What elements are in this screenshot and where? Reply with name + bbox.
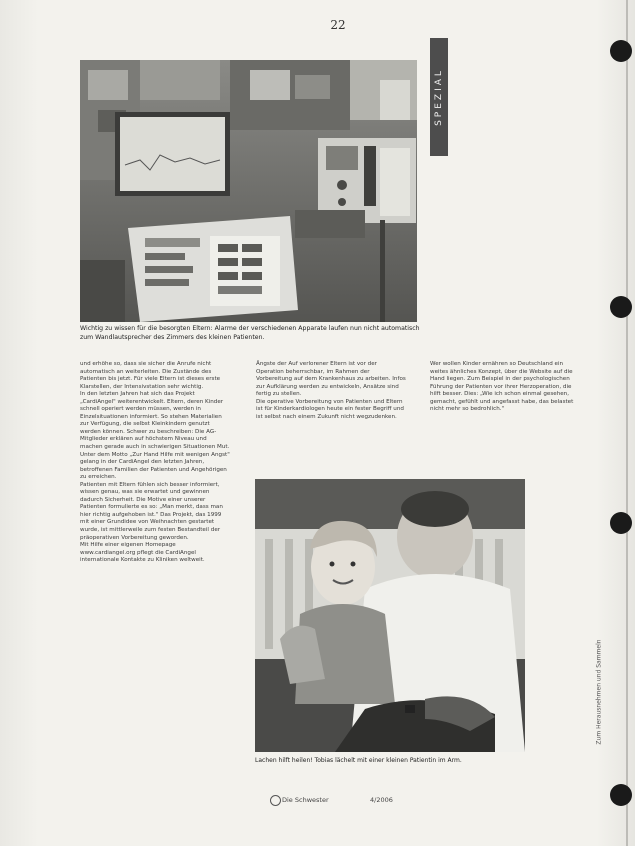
- icu-equipment-photo: [80, 60, 417, 322]
- magazine-name: Die Schwester: [282, 796, 329, 804]
- paragraph: Patienten mit Eltern fühlen sich besser informiert, wissen genau, was sie erwartet und gewinnen dadurch Sicherheit. Die Motive einer unserer Patienten formulierte es so: „Man merkt, dass man hier richtig aufgehoben ist." Das Projekt, das 1999 mit einer Grundidee von Weihnachten gestartet wurde, ist mittlerweile zum festen Bestandteil der präoperativen Vorbereitung geworden.: [80, 481, 223, 541]
- article-column-2: [256, 361, 406, 421]
- paragraph: Unter dem Motto „Zur Hand Hilfe mit wenigen Angst" gelang in der CardiAngel den letzten Jahren, betroffenen Familien der Patienten und Angehörigen zu erreichen.: [80, 451, 230, 481]
- side-note: [587, 612, 611, 772]
- page-edge: [626, 0, 628, 846]
- binder-hole: [610, 296, 632, 318]
- top-photo-caption: Wichtig zu wissen für die besorgten Eltern: Alarme der verschiedenen Apparate laufen nun nicht automatisch zum Wandlautsprecher des Zimmers des kleinen Patienten.: [80, 325, 420, 341]
- section-tab-label: SPEZIAL: [434, 68, 444, 126]
- article-column-3: [430, 361, 578, 414]
- paragraph: Die operative Vorbereitung von Patienten und Eltern ist für Kinderkardiologen heute ein fester Begriff und ist selbst nach einem Zukunft nicht wegzudenken.: [256, 398, 404, 420]
- page-footer: [270, 795, 420, 807]
- bottom-photo-caption: Lachen hilft heilen! Tobias lächelt mit einer kleinen Patientin im Arm.: [255, 757, 462, 764]
- paragraph: In den letzten Jahren hat sich das Projekt „CardiAngel" weiterentwickelt. Eltern, deren Kinder schnell operiert werden müssen, werden in Einzelsituationen informiert. So stehen Materialien zur Verfügung, die selbst Kleinkindern genutzt werden können. Schwer zu beschreiben: Die AG-Mitglieder erklären auf höchstem Niveau und machen gerade auch in schwierigen Situationen Mut.: [80, 391, 230, 451]
- man-with-child-photo: [255, 479, 525, 752]
- page-number: 22: [330, 18, 346, 32]
- paragraph: Mit Hilfe einer eigenen Homepage www.cardiangel.org pflegt die CardiAngel internationale Kontakte zu Kliniken weltweit.: [80, 542, 205, 564]
- section-tab: [430, 38, 448, 156]
- paragraph: Wer wollen Kinder ernähren so Deutschland ein weites ähnliches Konzept, über die Website auf die Hand liegen. Zum Beispiel in der psychologischen Führung der Patienten vor ihrer Herzoperation, die hilft besser. Dies: „Wie ich schon einmal gesehen, gemacht, gefühlt und angefasst habe, das belastet nicht mehr so bedrohlich.": [430, 361, 574, 413]
- paragraph: und erhöhe so, dass sie sicher die Anrufe nicht automatisch an weiterleiten. Die Zustände des Patienten bis jetzt. Für viele Eltern ist dieses erste Klarstellen, der Intensivstation sehr wichtig.: [80, 361, 221, 390]
- article-column-1: [80, 361, 230, 565]
- binder-hole: [610, 784, 632, 806]
- icu-equipment-illustration: [80, 60, 417, 322]
- binder-hole: [610, 40, 632, 62]
- issue-number: 4/2006: [370, 796, 393, 804]
- binder-hole: [610, 512, 632, 534]
- paragraph: Ängste der Auf verlorener Eltern ist vor der Operation beherrschbar, im Rahmen der Vorbereitung auf dem Krankenhaus zu arbeiten. Infos zur Aufklärung werden zu entwickeln, Ansätze sind fertig zu stellen.: [256, 361, 406, 398]
- man-with-child-illustration: [255, 479, 525, 752]
- side-note-text: Zum Herausnehmen und Sammeln: [595, 639, 603, 745]
- magazine-logo-icon: [270, 795, 281, 806]
